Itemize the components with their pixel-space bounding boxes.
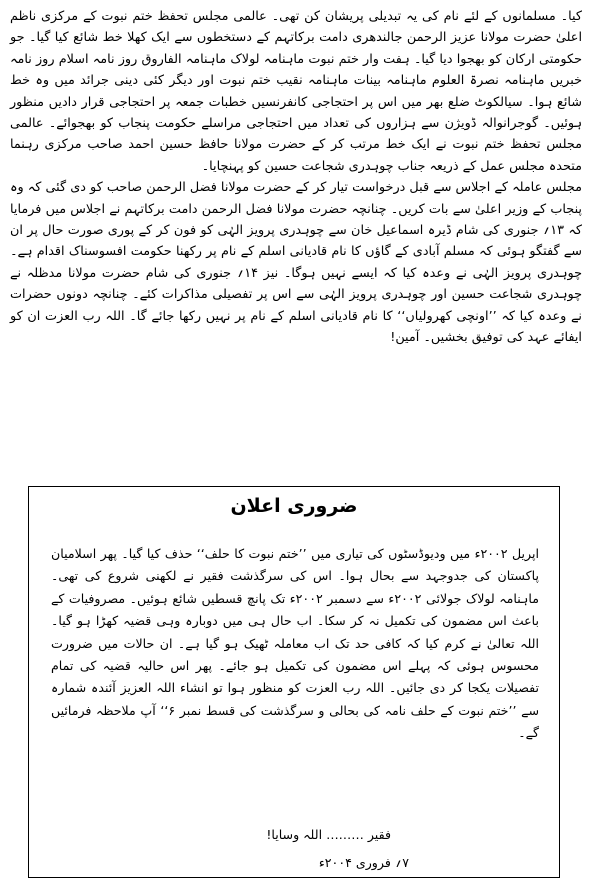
notice-date: ۷؍ فروری ۲۰۰۴ء xyxy=(318,855,409,870)
notice-box xyxy=(28,486,560,878)
notice-paragraph: اپریل ۲۰۰۲ء میں ودیوڈسٹوں کی تیاری میں ’’ختم نبوت کا حلف‘‘ حذف کیا گیا۔ پھر اسلامیان پاکستان کی جدوجہد سے بحال ہوا۔ اس کی سرگذشت فقیر نے لکھنی شروع کی تھی۔ ماہنامہ لولاک جولائی ۲۰۰۲ء سے دسمبر ۲۰۰۲ء تک پانچ قسطیں شائع ہوئیں۔ مصروفیات کے باعث اس مضمون کی تکمیل نہ کر سکا۔ اب حال ہی میں دوبارہ وہی قضیہ کھڑا ہو گیا۔ اللہ تعالیٰ نے کرم کیا کہ کافی حد تک اب معاملہ ٹھیک ہو گیا ہے۔ ان حالات میں ضرورت محسوس ہوئی کہ پہلے اس مضمون کی تکمیل ہو جائے۔ پھر اس حالیہ قضیہ کی تمام تفصیلات یکجا کر دی جائیں۔ اللہ رب العزت کو منظور ہوا تو انشاء اللہ العزیز آئندہ شمارہ سے ’’ختم نبوت کے حلف نامہ کی بحالی و سرگذشت کی قسط نمبر ۶‘‘ آپ ملاحظہ فرمائیں گے۔ xyxy=(51,546,540,741)
notice-title: ضروری اعلان xyxy=(230,495,358,517)
article-paragraph-1: کیا۔ مسلمانوں کے لئے نام کی یہ تبدیلی پریشان کن تھی۔ عالمی مجلس تحفظ ختم نبوت کے مرکزی ناظم اعلیٰ حضرت مولانا عزیز الرحمن جالندھری دامت برکاتہم کے دستخطوں سے ایک کھلا خط شائع کیا گیا۔ جو حکومتی ارکان کو بھجوا دیا گیا۔ ہفت وار ختم نبوت ماہنامہ لولاک ماہنامہ الفاروق روز نامہ اسلام روز نامہ خبریں ماہنامہ نصرۃ العلوم ماہنامہ بینات ماہنامہ نقیب ختم نبوت اور دیگر کئی دینی جرائد میں وہ خط شائع ہوا۔ سیالکوٹ ضلع بھر میں اس پر احتجاجی کانفرنسیں خطبات جمعہ پر احتجاجی قرار دادیں منظور ہوئیں۔ گوجرانوالہ ڈویژن سے ہزاروں کی تعداد میں احتجاجی مراسلے حکومت پنجاب کو بھجوائے۔ عالمی مجلس تحفظ ختم نبوت نے ایک خط مرتب کر کے حضرت مولانا حافظ حسین احمد صاحب مرکزی رہنما متحدہ مجلس عمل کے ذریعہ جناب چوہدری شجاعت حسین کو پہنچایا۔ xyxy=(10,9,582,174)
article-paragraph-2: مجلس عاملہ کے اجلاس سے قبل درخواست تیار کر کے حضرت مولانا فضل الرحمن صاحب کو دی گئی کہ وہ پنجاب کے وزیر اعلیٰ سے بات کریں۔ چنانچہ حضرت مولانا فضل الرحمن دامت برکاتہم نے اجلاس میں فرمایا کہ ۱۳؍ جنوری کی شام ڈیرہ اسماعیل خان سے چوہدری پرویز الہٰی کو فون کر کے پوری صورت حال پر ان سے گفتگو ہوئی کہ مسلم آبادی کے گاؤں کا نام قادیانی اسلم کے نام پر رکھنا حکومت افسوسناک اقدام ہے۔ چوہدری پرویز الہٰی نے وعدہ کیا کہ ایسے نہیں ہوگا۔ نیز ۱۴؍ جنوری کی شام حضرت مولانا مدظلہ نے چوہدری شجاعت حسین اور چوہدری پرویز الہٰی سے اس پر تفصیلی مذاکرات کئے۔ چنانچہ دونوں حضرات نے وعدہ کیا کہ ’’اونچی کھرولیاں‘‘ کا نام قادیانی اسلم کے نام پر نہیں رکھا جائے گا۔ اللہ رب العزت ان کو ایفائے عہد کی توفیق بخشیں۔ آمین! xyxy=(10,180,582,346)
notice-body xyxy=(51,543,539,745)
notice-signature: فقیر ……… اللہ وسایا! xyxy=(266,827,391,842)
article-body xyxy=(10,6,582,349)
